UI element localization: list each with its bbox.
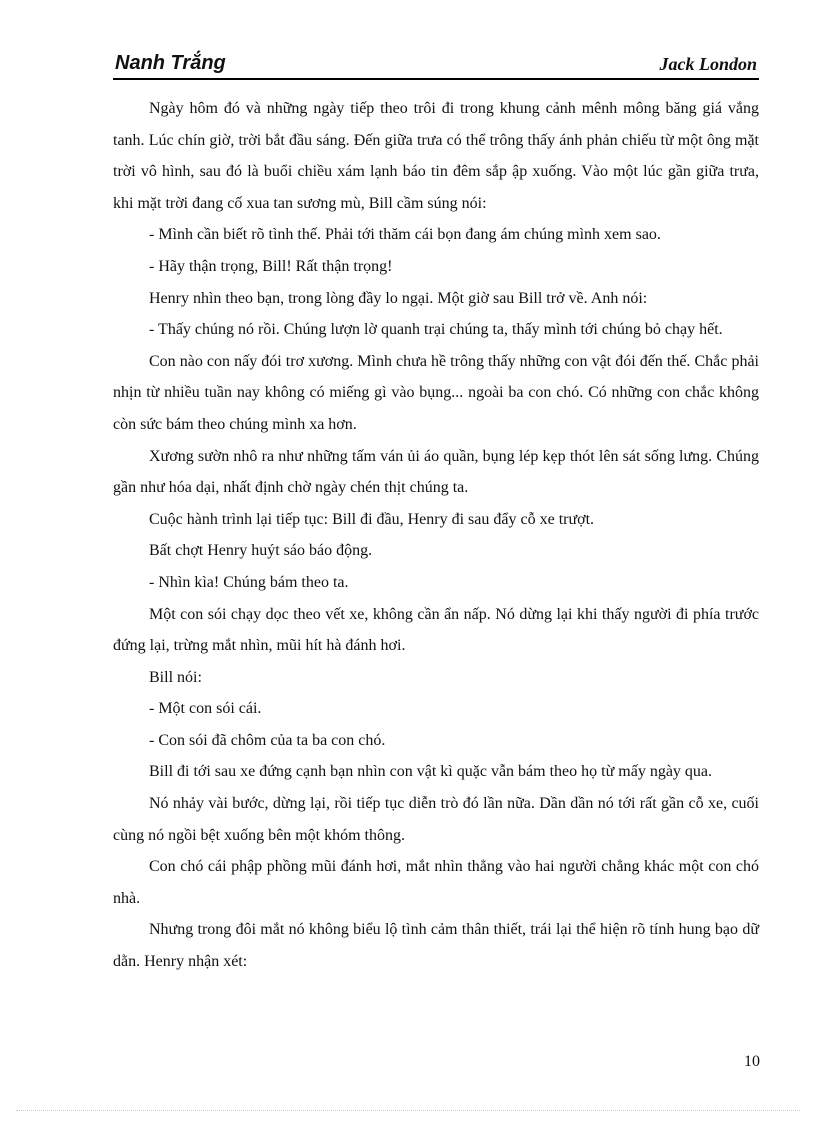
page-number: 10	[744, 1053, 760, 1070]
paragraph: Bill đi tới sau xe đứng cạnh bạn nhìn con vật kì quặc vẫn bám theo họ từ mấy ngày qua.	[149, 763, 713, 781]
paragraph: Bill nói:	[149, 668, 202, 686]
paragraph: Bất chợt Henry huýt sáo báo động.	[149, 542, 373, 560]
author-name: Jack London	[659, 54, 757, 74]
paragraph: Xương sườn nhô ra như những tấm ván ủi áo quần, bụng lép kẹp thót lên sát sống lưng. Chúng gần như hóa dại, nhất định chờ ngày chén thịt chúng ta.	[113, 447, 759, 497]
paragraph: Ngày hôm đó và những ngày tiếp theo trôi đi trong khung cảnh mênh mông băng giá vắng tanh. Lúc chín giờ, trời bắt đầu sáng. Đến giữa trưa có thể trông thấy ánh phản chiếu từ một ông mặt trời vô hình, sau đó là buổi chiều xám lạnh báo tin đêm sắp ập xuống. Vào một lúc gần giữa trưa, khi mặt trời đang cố xua tan sương mù, Bill cầm súng nói:	[113, 100, 759, 212]
paragraph: - Mình cần biết rõ tình thế. Phải tới thăm cái bọn đang ám chúng mình xem sao.	[149, 226, 661, 244]
running-header	[113, 50, 759, 80]
paragraph: Henry nhìn theo bạn, trong lòng đầy lo ngại. Một giờ sau Bill trở về. Anh nói:	[149, 289, 648, 307]
paragraph: - Một con sói cái.	[149, 700, 262, 718]
paragraph: - Thấy chúng nó rồi. Chúng lượn lờ quanh trại chúng ta, thấy mình tới chúng bỏ chạy hết.	[149, 321, 723, 339]
paragraph: Một con sói chạy dọc theo vết xe, không cần ẩn nấp. Nó dừng lại khi thấy người đi phía trước đứng lại, trừng mắt nhìn, mũi hít hà đánh hơi.	[113, 605, 759, 655]
paragraph: Nó nhảy vài bước, dừng lại, rồi tiếp tục diễn trò đó lần nữa. Dần dần nó tới rất gần cỗ xe, cuối cùng nó ngồi bệt xuống bên một khóm thông.	[113, 795, 759, 844]
book-title: Nanh Trắng	[115, 52, 226, 74]
paragraph: Con chó cái phập phồng mũi đánh hơi, mắt nhìn thẳng vào hai người chẳng khác một con chó nhà.	[113, 858, 759, 907]
paragraph: - Hãy thận trọng, Bill! Rất thận trọng!	[149, 257, 393, 275]
paragraph: - Con sói đã chôm của ta ba con chó.	[149, 731, 386, 749]
page-body	[113, 93, 759, 978]
paragraph: - Nhìn kìa! Chúng bám theo ta.	[149, 573, 349, 591]
page-bottom-divider	[16, 1110, 800, 1111]
paragraph: Cuộc hành trình lại tiếp tục: Bill đi đầu, Henry đi sau đẩy cỗ xe trượt.	[149, 510, 595, 528]
paragraph: Con nào con nấy đói trơ xương. Mình chưa hề trông thấy những con vật đói đến thế. Chắc phải nhịn từ nhiều tuần nay không có miếng gì vào bụng... ngoài ba con chó. Có những con chắc không còn sức bám theo chúng mình xa hơn.	[113, 352, 759, 433]
paragraph: Nhưng trong đôi mắt nó không biểu lộ tình cảm thân thiết, trái lại thể hiện rõ tính hung bạo dữ dằn. Henry nhận xét:	[113, 921, 759, 971]
